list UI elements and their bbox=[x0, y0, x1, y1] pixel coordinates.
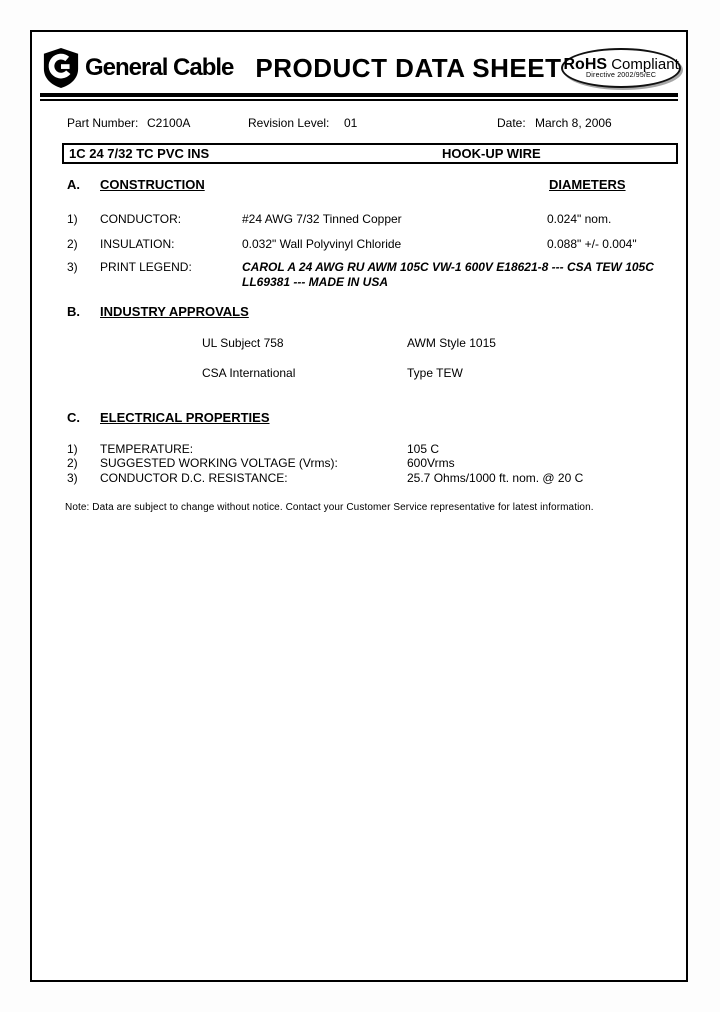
section-c-title: ELECTRICAL PROPERTIES bbox=[100, 410, 270, 425]
csa-international-value: CSA International bbox=[202, 366, 296, 380]
product-description: 1C 24 7/32 TC PVC INS bbox=[69, 146, 210, 161]
dc-resistance-value: 25.7 Ohms/1000 ft. nom. @ 20 C bbox=[407, 471, 584, 485]
conductor-label: CONDUCTOR: bbox=[100, 212, 182, 226]
row-number: 2) bbox=[67, 237, 78, 251]
rohs-compliant-label: Compliant bbox=[607, 55, 679, 73]
conductor-value: #24 AWG 7/32 Tinned Copper bbox=[242, 212, 402, 226]
working-voltage-value: 600Vrms bbox=[407, 456, 455, 470]
date-value: March 8, 2006 bbox=[535, 116, 612, 130]
product-title-bar bbox=[62, 143, 678, 164]
revision-level-value: 01 bbox=[344, 116, 358, 130]
product-category: HOOK-UP WIRE bbox=[442, 146, 541, 161]
row-number: 1) bbox=[67, 212, 78, 226]
section-c-letter: C. bbox=[67, 410, 80, 425]
print-legend-value: CAROL A 24 AWG RU AWM 105C VW-1 600V E18621-8 --- CSA TEW 105C LL69381 --- MADE IN USA bbox=[242, 260, 654, 289]
general-cable-shield-icon bbox=[42, 47, 80, 89]
revision-level-label: Revision Level: bbox=[248, 116, 330, 130]
general-cable-logo bbox=[42, 47, 233, 89]
rohs-compliant-line bbox=[563, 57, 678, 72]
row-number: 1) bbox=[67, 442, 78, 456]
insulation-diameter: 0.088" +/- 0.004" bbox=[547, 237, 637, 251]
section-b-letter: B. bbox=[67, 304, 80, 319]
header-rule-thin bbox=[40, 99, 678, 101]
section-b-title: INDUSTRY APPROVALS bbox=[100, 304, 249, 319]
dc-resistance-label: CONDUCTOR D.C. RESISTANCE: bbox=[100, 471, 288, 485]
type-tew-value: Type TEW bbox=[407, 366, 463, 380]
row-number: 3) bbox=[67, 471, 78, 485]
temperature-value: 105 C bbox=[407, 442, 440, 456]
section-a-letter: A. bbox=[67, 177, 80, 192]
ul-subject-value: UL Subject 758 bbox=[202, 336, 284, 350]
part-number-label: Part Number: bbox=[67, 116, 139, 130]
awm-style-value: AWM Style 1015 bbox=[407, 336, 496, 350]
diameters-title: DIAMETERS bbox=[549, 177, 626, 192]
page-title: PRODUCT DATA SHEET bbox=[255, 52, 562, 83]
rohs-badge bbox=[561, 48, 680, 88]
footnote: Note: Data are subject to change without notice. Contact your Customer Service representative for latest information. bbox=[65, 502, 594, 513]
date-label: Date: bbox=[497, 116, 526, 130]
row-number: 2) bbox=[67, 456, 78, 470]
section-a-title: CONSTRUCTION bbox=[100, 177, 205, 192]
datasheet-page bbox=[30, 30, 688, 982]
header-rule-thick bbox=[40, 93, 678, 97]
rohs-label: RoHS bbox=[563, 55, 608, 73]
header bbox=[42, 44, 679, 92]
print-legend-label: PRINT LEGEND: bbox=[100, 260, 192, 274]
working-voltage-label: SUGGESTED WORKING VOLTAGE (Vrms): bbox=[100, 456, 338, 470]
insulation-value: 0.032" Wall Polyvinyl Chloride bbox=[242, 237, 402, 251]
logo-text: General Cable bbox=[85, 54, 234, 81]
rohs-directive-label: Directive 2002/95/EC bbox=[586, 71, 657, 79]
part-number-value: C2100A bbox=[147, 116, 191, 130]
temperature-label: TEMPERATURE: bbox=[100, 442, 194, 456]
insulation-label: INSULATION: bbox=[100, 237, 175, 251]
row-number: 3) bbox=[67, 260, 78, 274]
conductor-diameter: 0.024" nom. bbox=[547, 212, 612, 226]
meta-row bbox=[32, 116, 686, 132]
